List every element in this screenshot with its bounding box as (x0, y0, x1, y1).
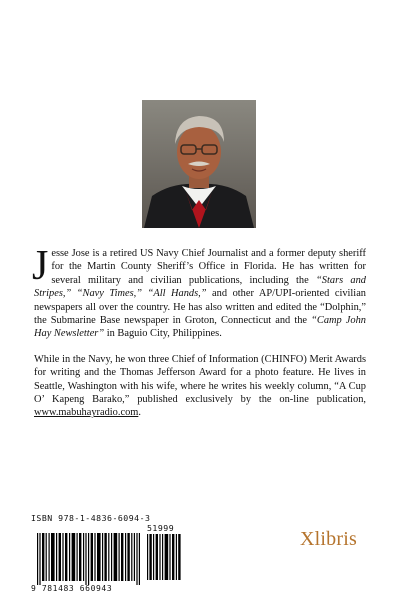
bio-paragraph-1 (32, 243, 367, 341)
bio-text: esse Jose is a retired US Navy Chief Journalist and a former deputy sheriff for the Martin County Sheriff’s Office in Florida. He has written for several military and civilian publications, including the (51, 248, 366, 286)
isbn-barcode (31, 513, 181, 593)
ean-bars (37, 533, 142, 585)
publication-names: “Stars and Stripes,” “Navy Times,” “All Hands,” (34, 274, 367, 300)
drop-cap: J (32, 243, 49, 289)
bio-paragraph-2 (34, 353, 366, 420)
bio-text: in Baguio City, Philippines. (104, 328, 222, 340)
price-code: 51999 (147, 523, 175, 533)
publication-name: “Camp John Hay Newsletter” (34, 315, 366, 340)
author-photo (142, 100, 256, 228)
ean-digits: 9 781483 660943 (31, 584, 113, 593)
publisher-logo: Xlibris (300, 528, 357, 550)
isbn-label: ISBN 978-1-4836-6094-3 (31, 513, 151, 523)
bio-text: While in the Navy, he won three Chief of Information (CHINFO) Merit Awards for writing and the Thomas Jefferson Award for a photo feature. He lives in Seattle, Washington with his wife, where he writes his weekly column, “A Cup O’ Kapeng Barako,” published exclusively by the on-line publication, (34, 353, 366, 406)
author-bio (32, 243, 367, 432)
bio-text: and other AP/UPI-oriented civilian newspapers all over the country. He has also written and edited the “Dolphin,” the Submarine Base newspaper in Groton, Connecticut and the (34, 288, 367, 327)
bio-text: . (138, 407, 141, 419)
price-bars (147, 534, 181, 580)
website-link[interactable]: www.mabuhayradio.com (34, 407, 139, 419)
